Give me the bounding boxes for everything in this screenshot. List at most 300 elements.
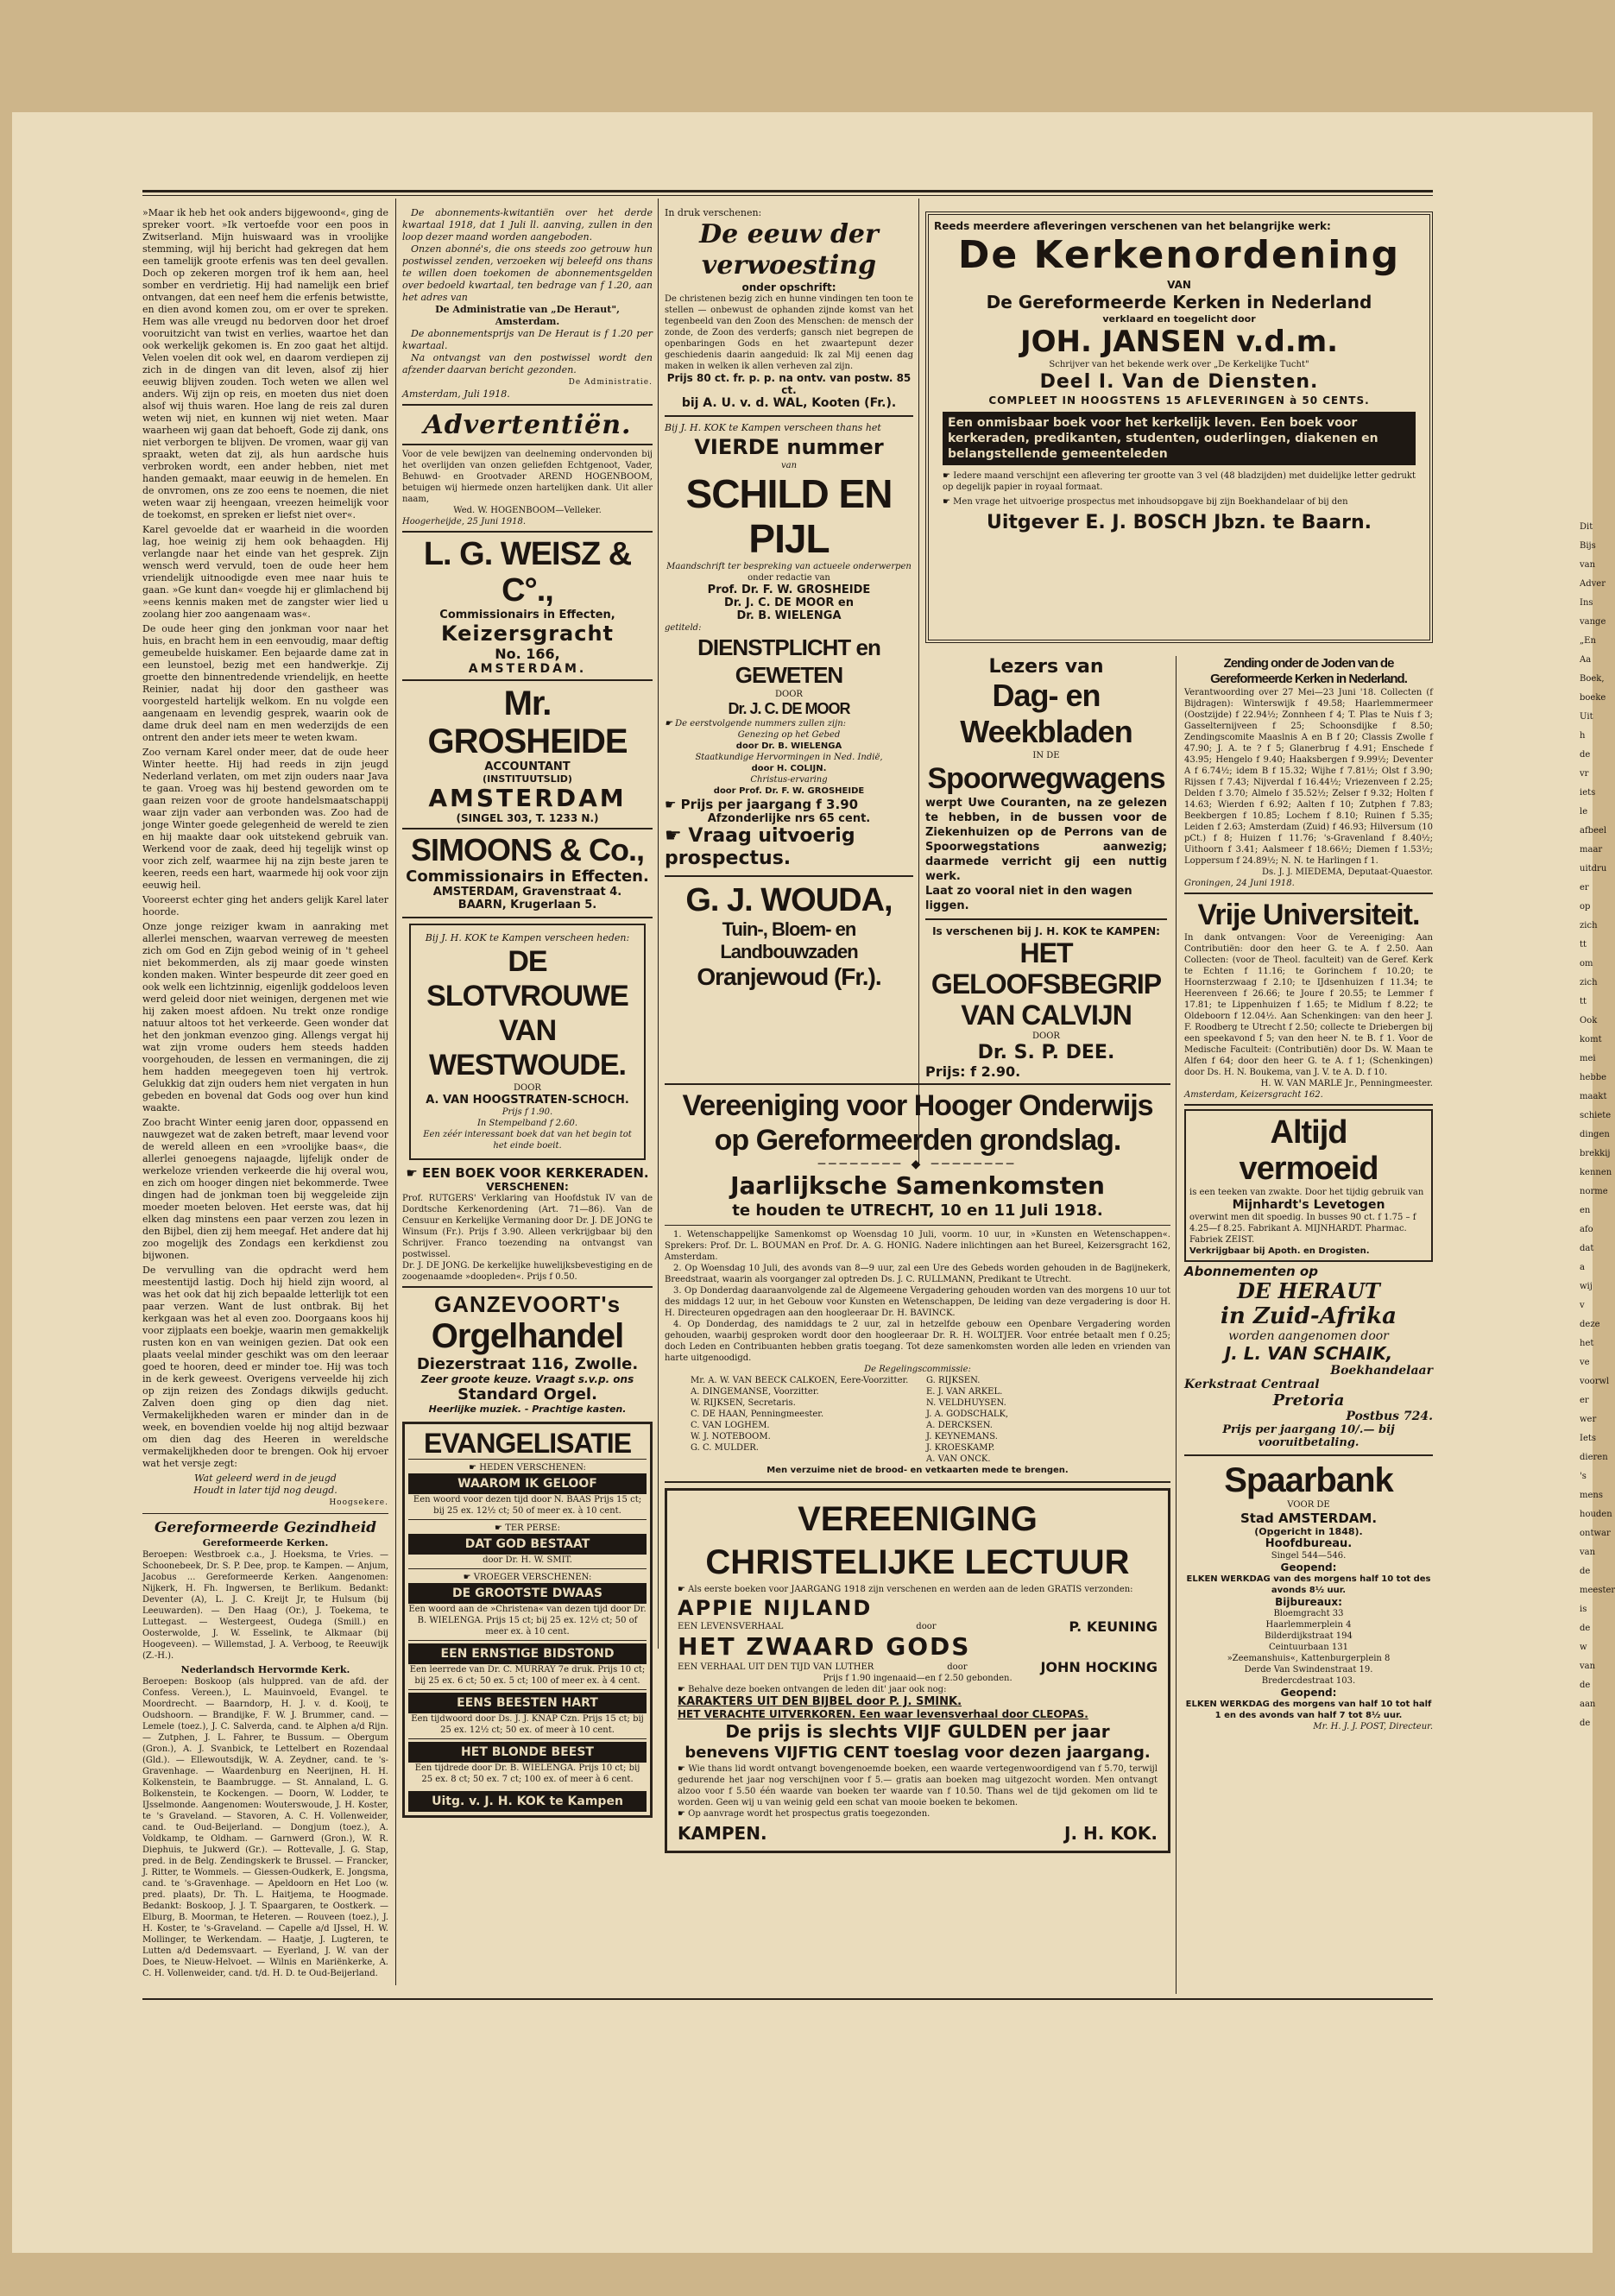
names-left <box>691 1375 909 1465</box>
wouda-place: Oranjewoud (Fr.). <box>697 963 881 990</box>
ko-title: De Kerkenordening <box>957 233 1401 277</box>
slotvrouwe-ad <box>409 924 646 1160</box>
vcl-benevens: benevens VIJFTIG CENT toeslag voor dezen jaargang. <box>684 1744 1151 1762</box>
simoons-address: BAARN, Krugerlaan 5. <box>457 899 597 911</box>
divider <box>1184 893 1433 894</box>
jaar-sub: te houden te UTRECHT, 10 en 11 Juli 1918. <box>732 1202 1103 1220</box>
ko-line: Schrijver van het bekende werk over „De Kerkelijke Tucht" <box>1049 360 1309 369</box>
subscription-notice: Na ontvangst van den postwissel wordt den afzender daarvan bericht gezonden. <box>402 352 653 375</box>
column-2 <box>402 207 653 1985</box>
edge-fragment: aan de <box>1580 1700 1596 1728</box>
wouda-name: G. J. WOUDA, <box>685 882 893 918</box>
vcl-intro: ☛ Als eerste boeken voor JAARGANG 1918 zijn verschenen en werden aan de leden GRATIS verzonden: <box>678 1584 1158 1595</box>
divider <box>402 1286 653 1288</box>
administration-name: De Administratie van „De Heraut", Amsterdam. <box>435 304 620 327</box>
top-rule <box>142 190 1433 192</box>
spaarbank-opgericht: (Opgericht in 1848). <box>1254 1526 1363 1537</box>
item-body: Een woord aan de »Christena« van dezen tijd door Dr. B. WIELENGA. Prijs 15 ct; bij 25 ex. 12½ ct; 50 of meer ex. à 10 cent. <box>408 1605 647 1637</box>
zwaard-sub: EEN VERHAAL UIT DEN TIJD VAN LUTHER <box>678 1662 874 1672</box>
spoor-body: werpt Uwe Couranten, na ze gelezen te hebben, in de bussen voor de Ziekenhuizen op de Perrons van de Spoorwegstations aanwezig; daarmede verricht gij een nuttig werk. <box>925 797 1167 883</box>
spoor-title: Spoorwegwagens <box>927 762 1165 795</box>
eeuw-body: De christenen bezig zich en hunne vindingen ten toon te stellen — onbewust de ophanden zijnde komst van het tegenbeeld van den Zoon des Menschen: de mensch der zonde, de Zoon des verderfs; gansch niet begrepen de openbaringen Gods en het zwaartepunt dezer geschiedenis daarin aangeduid: Ik zal Mij eenen dag maken in welken ik allen verheven zal zijn. <box>665 294 913 371</box>
book-title: VAN WESTWOUDE. <box>429 1014 626 1082</box>
poem-line: Wat geleerd werd in de jeugd <box>194 1473 337 1484</box>
thanks-place: Hoogerheijde, 25 Juni 1918. <box>402 517 526 527</box>
section-title: Gereformeerde Gezindheid <box>154 1519 377 1536</box>
vu-title: Vrije Universiteit. <box>1197 899 1420 931</box>
schild-single: Afzonderlijke nrs 65 cent. <box>707 812 871 825</box>
divider <box>402 404 653 406</box>
divider <box>1184 1104 1433 1106</box>
commission-member: W. J. NOTEBOOM. <box>691 1432 771 1441</box>
divider <box>402 531 653 533</box>
issue-author: door Dr. B. WIELENGA <box>735 741 842 751</box>
evangelisatie-list <box>408 1459 647 1788</box>
spaarbank-geopend2: Geopend: <box>1280 1687 1337 1699</box>
mijnhardt-body: is een teeken van zwakte. Door het tijdig gebruik van <box>1189 1188 1424 1197</box>
vcl-place: KAMPEN. <box>678 1823 767 1844</box>
dag-title: Dag- en Weekbladen <box>960 678 1132 749</box>
issue-author: door Prof. Dr. F. W. GROSHEIDE <box>713 786 865 796</box>
editor: Dr. J. C. DE MOOR en <box>724 596 854 609</box>
ko-publisher: Uitgever E. J. BOSCH Jbzn. te Baarn. <box>987 512 1372 533</box>
edge-fragment: Boek, <box>1580 674 1605 684</box>
spaarbank-voor: VOOR DE <box>1287 1500 1330 1510</box>
story-paragraph: De vervulling van die opdracht werd hem meestentijd lastig. Doch hij hield zijn woord, al was het ook dat hij zich bepaalde letterlijk tot een paar verzen. Want de lust ontbrak. Bij het kerkgaan was het al even zoo. Doorgaans koos hij voor zijplaats een boekje, waarin men gemakkelijk rusten kon en van weinigen gezien. Dat ook een plaats veelal minder geschikt was om den leeraar goed te hooren, deed er minder toe. Hij was toch in de kerk geweest. Overigens verveelde hij zich op zijn reizen des Zondags dikwijls geducht. Zalven doen ging op dien dag niet. Vermakelijkheden waren er minder dan in de week, en bovendien voelde hij nog altijd bezwaar om dien dag des Heeren in wereldsche vermakelijkheden door te brengen. Ook hij ervoer wat het versje zegt: <box>142 1265 388 1469</box>
ko-banner: Een onmisbaar boek voor het kerkelijk leven. Een boek voor kerkeraden, predikanten, studenten, ouderlingen, diakenen en belangstellende gemeenteleden <box>943 412 1416 465</box>
getiteld: getiteld: <box>665 623 702 633</box>
schild-title: SCHILD EN PIJL <box>685 471 893 561</box>
kerkeraden-title: ☛ EEN BOEK VOOR KERKERADEN. <box>402 1165 653 1181</box>
geloof-title: HET GELOOFSBEGRIP <box>931 937 1162 1000</box>
program-item: 2. Op Woensdag 10 Juli, des avonds van 8—9 uur, zal een Ure des Gebeds worden gehouden in de Bagijnekerk, Breedstraat, waarin als voorganger zal optreden Ds. J. C. RULLMANN, Predikant te Utrecht. <box>665 1264 1170 1284</box>
divider <box>665 1083 1170 1085</box>
subsection-title: Nederlandsch Hervormde Kerk. <box>180 1664 350 1675</box>
zuid-afrika: in Zuid-Afrika <box>1221 1303 1397 1329</box>
calvijn-title: VAN CALVIJN <box>961 1000 1132 1031</box>
divider <box>665 415 913 417</box>
worden: worden aangenomen door <box>1228 1329 1389 1343</box>
divider <box>402 444 653 445</box>
story-paragraph: Karel gevoelde dat er waarheid in die woorden lag, hoe weinig zij hem ook behaagden. Hij verlangde naar het einde van het gesprek. Zijn wensch werd vervuld, toen de oude heer hem vriendelijk uitnoodigde even mee naar huis te gaan. »Ge kunt dan« voegde hij er glimlachend bij »eens kennis maken met de zangster wier lied u zoolang hier zoo aangenaam was«. <box>142 524 388 620</box>
program-item: 3. Op Donderdag daaraanvolgende zal de Algemeene Vergadering gehouden worden van des morgens 10 uur tot des middags 12 uur, in het Gebouw voor Kunsten en Wetenschappen, De leiding van deze vergadering is door H. H. Directeuren opgedragen aan den hoogleeraar Dr. H. BAVINCK. <box>665 1286 1170 1318</box>
top-rule-thin <box>142 195 1433 196</box>
spaarbank-singel: Singel 544—546. <box>1271 1551 1347 1561</box>
vermoeid-title: vermoeid <box>1239 1151 1378 1187</box>
evangelisatie-item <box>408 1568 647 1640</box>
branch-address: Ceintuurbaan 131 <box>1269 1643 1348 1652</box>
evangelisatie-box <box>402 1422 653 1818</box>
bottom-rule <box>142 1998 1433 2000</box>
vu-address: Amsterdam, Keizersgracht 162. <box>1184 1090 1323 1100</box>
evangelisatie-item <box>408 1689 647 1738</box>
appie-title: APPIE NIJLAND <box>678 1596 873 1620</box>
item-title: WAAROM IK GELOOF <box>408 1473 647 1494</box>
editor: Prof. Dr. F. W. GROSHEIDE <box>707 583 871 596</box>
edge-fragment: zich tt <box>1580 978 1598 1006</box>
evangelisatie-title: EVANGELISATIE <box>423 1428 632 1459</box>
evangelisatie-item <box>408 1640 647 1689</box>
ganzevoort-line: Heerlijke muziek. - Prachtige kasten. <box>428 1403 627 1415</box>
weisz-number: No. 166, <box>495 646 560 662</box>
item-body: Een tijdrede door Dr. B. WIELENGA. Prijs 10 ct; bij 25 ex. 8 ct; 50 ex. 7 ct; 100 ex. of meer à 6 cent. <box>414 1763 640 1784</box>
issue-title: Christus-ervaring <box>750 775 828 785</box>
item-title: HET BLONDE BEEST <box>408 1742 647 1763</box>
dienst-author: Dr. J. C. DE MOOR <box>728 700 850 717</box>
edge-fragment: uitdru <box>1580 864 1607 874</box>
evangelisatie-item <box>408 1519 647 1568</box>
column-4b <box>1184 656 1433 1994</box>
kerkstraat: Kerkstraat Centraal <box>1184 1378 1320 1391</box>
branch-list <box>1184 1608 1433 1687</box>
commission-member: J. A. GODSCHALK, <box>926 1410 1009 1419</box>
spaarbank-director: Mr. H. J. J. POST, Directeur. <box>1313 1722 1433 1731</box>
schild-price: ☛ Prijs per jaargang f 3.90 <box>665 797 913 812</box>
edge-fragment: wij v <box>1580 1282 1593 1310</box>
grosheide-line: (INSTITUUTSLID) <box>483 773 572 785</box>
item-body: Een tijdwoord door Ds. J. J. KNAP Czn. Prijs 15 ct; bij 25 ex. 12½ ct; 50 ex. of meer à 10 cent. <box>411 1714 644 1735</box>
edge-fragment: dingen <box>1580 1130 1610 1139</box>
ko-bullet: ☛ Men vrage het uitvoerige prospectus met inhoudsopgave bij zijn Boekhandelaar of bij den <box>943 496 1416 508</box>
spaarbank-bijb: Bijbureaux: <box>1275 1596 1342 1608</box>
vcl-body: ☛ Wie thans lid wordt ontvangt bovengenoemde boeken, een waarde vertegenwoordigend van f 5.70, terwijl gedurende het jaar nog verschijnen voor f 5.— gratis aan boeken mag uitgezocht worden. Men ontvangt alzoo voor f 5.50 één waarde van boeken ter waarde van f 10.50. Thans wel de tijd gekomen om lid te worden. Geen wij u van weinig geld een schat van mooie boeken te bekomen. <box>678 1763 1158 1808</box>
commission-member: A. DERCKSEN. <box>926 1421 993 1430</box>
schild-sub: Maandschrift ter bespreking van actueele onderwerpen <box>666 562 912 571</box>
issue-title: Genezing op het Gebed <box>737 730 841 740</box>
in-print-label: In druk verschenen: <box>665 207 762 218</box>
vcl-price: Prijs f 1.90 ingenaaid—en f 2.50 gebonden. <box>823 1674 1013 1683</box>
zwaard-door: door <box>947 1662 968 1672</box>
item-tag: ☛ HEDEN VERSCHENEN: <box>408 1462 647 1473</box>
thanks-notice: Voor de vele bewijzen van deelneming ondervonden bij het overlijden van onzen geliefden Echtgenoot, Vader, Behuwd- en Grootvader AREND HOGENBOOM, betuigen wij hiermede onzen hartelijken dank. Uit aller naam, <box>402 450 653 504</box>
weisz-street: Keizersgracht <box>440 621 615 646</box>
ganzevoort-line: Zeer groote keuze. Vraagt s.v.p. ons <box>420 1373 634 1385</box>
mijnhardt-body: overwint men dit spoedig. In busses 90 ct. f 1.75 – f 4.25—f 8.25. Fabrikant A. MIJNHARDT. Pharmac. Fabriek ZEIST. <box>1189 1213 1416 1245</box>
vierde-title: VIERDE nummer <box>694 435 884 459</box>
item-title: EENS BEESTEN HART <box>408 1693 647 1713</box>
abonne-label: Abonnementen op <box>1184 1264 1318 1279</box>
ko-author: JOH. JANSEN v.d.m. <box>1019 325 1339 359</box>
column-rule-2 <box>658 199 659 1649</box>
kerkeraden-body: Dr. J. DE JONG. De kerkelijke huwelijksbevestiging en de zoogenaamde »doopleden«. Prijs f 0.50. <box>402 1261 653 1282</box>
ganzevoort-name: GANZEVOORT's <box>433 1291 621 1317</box>
zending-title: Zending onder de Joden van de Gereformeerde Kerken in Nederland. <box>1210 656 1407 686</box>
simoons-name: SIMOONS & Co., <box>410 832 644 867</box>
ko-van: VAN <box>1167 279 1191 291</box>
item-body: Een woord voor dezen tijd door N. BAAS Prijs 15 ct; bij 25 ex. 12½ ct; 50 of meer ex. à 10 cent. <box>413 1495 642 1516</box>
ganzevoort-address: Diezerstraat 116, Zwolle. <box>416 1355 639 1373</box>
edge-fragment: Ins <box>1580 598 1593 608</box>
ko-line: verklaard en toegelicht door <box>1102 313 1256 325</box>
vcl-publisher: J. H. KOK. <box>1064 1823 1158 1844</box>
subscription-notice: De abonnements-kwitantiën over het derde kwartaal 1918, dat 1 Juli ll. aanving, zullen in den loop dezer maand worden aangeboden. <box>402 207 653 243</box>
ko-subtitle: De Gereformeerde Kerken in Nederland <box>986 292 1372 312</box>
edge-fragment: vange <box>1580 617 1606 627</box>
commission-member: E. J. VAN ARKEL. <box>926 1387 1003 1397</box>
jaar-title: Jaarlijksche Samenkomsten <box>730 1171 1105 1200</box>
appie-door: door <box>916 1622 937 1631</box>
mijnhardt-footer: Verkrijgbaar bij Apoth. en Drogisten. <box>1189 1246 1370 1256</box>
poem-line: Houdt in later tijd nog deugd. <box>193 1485 338 1496</box>
column-3 <box>665 207 913 1070</box>
editor: Dr. B. WIELENGA <box>736 609 842 622</box>
names-right <box>926 1375 1145 1465</box>
boekhandelaar: Boekhandelaar <box>1330 1364 1433 1378</box>
pretoria: Pretoria <box>1272 1391 1345 1410</box>
appie-line <box>678 1618 1158 1635</box>
edge-fragment: deze <box>1580 1320 1600 1329</box>
commission-names <box>665 1375 1170 1465</box>
evangelisatie-item <box>408 1738 647 1788</box>
next-issues: ☛ De eerstvolgende nummers zullen zijn: <box>665 718 913 729</box>
commission-member: W. RIJKSEN, Secretaris. <box>691 1398 796 1408</box>
spaarbank-title: Spaarbank <box>1224 1461 1393 1499</box>
divider <box>665 1225 1170 1226</box>
zwaard-author: JOHN HOCKING <box>1040 1659 1158 1675</box>
commission-member: J. KROESKAMP. <box>926 1443 995 1453</box>
spaarbank-hours: ELKEN WERKDAG van des morgens half 10 tot des avonds 8½ uur. <box>1186 1574 1431 1595</box>
vcl-prijs-slechts: De prijs is slechts VIJF GULDEN per jaar <box>725 1721 1110 1742</box>
branch-address: Bloemgracht 33 <box>1273 1609 1344 1618</box>
grosheide-name: Mr. GROSHEIDE <box>427 684 628 760</box>
item-tag: ☛ VROEGER VERSCHENEN: <box>408 1572 647 1583</box>
edge-fragment: dieren <box>1580 1453 1608 1462</box>
grosheide-address: (SINGEL 303, T. 1233 N.) <box>456 812 599 824</box>
kok-intro: Is verschenen bij J. H. KOK te KAMPEN: <box>932 925 1160 937</box>
edge-fragment: om <box>1580 959 1593 968</box>
subscription-notice: De abonnementsprijs van De Heraut is f 1.20 per kwartaal. <box>402 328 653 351</box>
commission-label: De Regelingscommissie: <box>864 1365 971 1374</box>
book-author: A. VAN HOOGSTRATEN-SCHOCH. <box>426 1094 629 1107</box>
column-rule-1 <box>395 199 396 1985</box>
ad-door: DOOR <box>514 1083 541 1093</box>
spoor-footer: Laat zo vooral niet in den wagen liggen. <box>925 885 1132 912</box>
commission-member: A. DINGEMANSE, Voorzitter. <box>691 1387 819 1397</box>
commission-member: G. RIJKSEN. <box>926 1376 981 1385</box>
item-body: door Dr. H. W. SMIT. <box>483 1555 572 1565</box>
weisz-line: Commissionairs in Effecten, <box>439 609 615 621</box>
story-paragraph: De oude heer ging den jonkman voor naar het huis, en bracht hem in een eenvoudig, maar deftig gemeubelde huiskamer. Een bejaarde dame zat in een leunstoel, bezig met een handwerkje. Zij groette den binnentredende vriendelijk, en heette Reinier, nadat hij door den gastheer was voorgesteld hartelijk welkom. En nu volgde een aangenaam en levendig gesprek, waarin ook de dame druk deel nam en men wederzijds de een ontrent den ander iets meer te weten kwam. <box>142 623 388 743</box>
edge-fragment: en afo <box>1580 1206 1593 1234</box>
vcl-extra: ☛ Behalve deze boeken ontvangen de leden dit' jaar ook nog: <box>678 1684 1158 1695</box>
heraut-title: DE HERAUT <box>1237 1278 1380 1303</box>
edge-fragment: er wer <box>1580 1396 1597 1424</box>
divider <box>402 828 653 829</box>
edge-fragment: maakt <box>1580 1092 1607 1101</box>
eeuw-price: Prijs 80 ct. fr. p. p. na ontv. van postw. 85 ct. <box>666 372 912 396</box>
eeuw-sub: onder opschrift: <box>741 281 836 293</box>
edge-fragment: ontwar <box>1580 1529 1611 1538</box>
edge-fragment: maar <box>1580 845 1603 855</box>
edge-fragment: meester <box>1580 1586 1615 1595</box>
zending-body: Verantwoording over 27 Mei—23 Juni '18. Collecten (f Bijdragen): Winterswijk f 49.58; Haarlemmermeer (Oostzijde) f 22.94½; Zonnheen f 4; T. Plas te Nuis f 3; Gasselternijveen f 25; Schoonsdijke f 8.50; Zendingscomite Maaslnis A en B f 20; Classis Zwolle f 47.90; J. A. te ? f 5; Glanerbrug f 4.91; Enschede f 43.95; Hengelo f 9.40; Haaksbergen f 9.99½; Deventer A f 6.74½; idem B f 15.32; Wijhe f 7.81½; Olst f 3.90; Rijssen f 7.43; Nijverdal f 16.44½; Vriezenveen f 2.25; Delden f 3.70; Almelo f 35.52½; Zelser f 9.32; Holten f 14.63; Wierden f 6.92; Aalten f 10; Zutphen f 7.83; Beekbergen f 10.85; Lochem f 8.10; Ruinen f 5.35; Leiden f 2.63; Amsterdam (Zuid) f 46.93; Hilversum (10 pCt.) f 8; Huizen f 11.76; 's-Gravenland f 8.40½; Uithoorn f 3.41; Aalsmeer f 18.66½; Diemen f 1.53½; Loppersum f 24.89½; N. N. te Harlingen f 1. <box>1184 688 1433 866</box>
edge-fragment: voorwl <box>1580 1377 1610 1386</box>
edge-fragment: het ve <box>1580 1339 1594 1367</box>
divider <box>925 918 1167 920</box>
edge-fragment: 's mens <box>1580 1472 1603 1500</box>
item-title: DE GROOTSTE DWAAS <box>408 1583 647 1604</box>
verachte: HET VERACHTE UITVERKOREN. Een waar levensverhaal door CLEOPAS. <box>678 1708 1088 1720</box>
edge-fragment: is de w <box>1580 1605 1591 1652</box>
vhog-title: Vereeniging voor Hooger Onderwijs <box>682 1089 1153 1122</box>
divider <box>402 679 653 681</box>
edge-fragment: komt <box>1580 1035 1602 1044</box>
story-paragraph: Vooreerst echter ging het anders gelijk Karel later hoorde. <box>142 894 388 918</box>
story-paragraph: »Maar ik heb het ook anders bijgewoond«, ging de spreker voort. »Ik vertoefde voor een poos in Zwitserland. Mijn huiswaard was in vroolijke stemming, wijl hij bericht had gekregen dat hem een tamelijk groote erfenis was ten deel gevallen. Doch op zekeren morgen trof ik hem aan, heel somber en verdrietig. Hij had namelijk een brief ontvangen, dat een neef hem die erfenis betwistte, en dien avond komen zou, om er over te spreken. Hem was alle vreugd nu bedorven door het droef vooruitzicht van twist en verlies, waartoe het dan ook werkelijk gekomen is. En zoo gaat het altijd. Velen voelen dit ook wel, en daarom verdiepen zij zich in de dingen van dit leven, alsof zij hier eeuwig blijven zouden. Toch weten we allen wel anders. Wij zijn op reis, en moeten dus niet doen alsof wij thuis waren. Hoe lang de reis zal duren weten wij niet, en kunnen wij niet weten. Maar waarheen wij gaan dat behoeft, Gode zij dank, ons niet verborgen te blijven. De vromen, waar gij van spraakt, weten dat zij, als hun aardsche huis verbroken wordt, een ander hebben, niet met handen gemaakt, maar eeuwig in de hemelen. En de onvromen, ons ze zoo eens te noemen, die niet weten waar zij heengaan, vreezen heimelijk voor de toekomst, en spreken er liefst niet over«. <box>142 207 388 520</box>
thanks-signature: Wed. W. HOGENBOOM—Velleker. <box>453 506 602 515</box>
schaik-name: J. L. VAN SCHAIK, <box>1224 1343 1393 1364</box>
edge-fragment: van <box>1580 560 1596 570</box>
divider <box>665 875 913 877</box>
vierde-intro: Bij J. H. KOK te Kampen verscheen thans het <box>665 422 881 433</box>
edge-fragment: Iets <box>1580 1434 1597 1443</box>
edge-fragment: mei <box>1580 1054 1596 1063</box>
zwaard-line <box>678 1659 1158 1675</box>
geloof-price: Prijs: f 2.90. <box>925 1063 1021 1080</box>
simoons-address: AMSTERDAM, Gravenstraat 4. <box>432 886 622 899</box>
bottom-center <box>665 1083 1170 1990</box>
ornament: ──────── ◆ ──────── <box>817 1157 1018 1171</box>
item-body: Een leerrede van Dr. C. MURRAY 7e druk. Prijs 10 ct; bij 25 ex. 6 ct; 50 ex. 5 ct; 100 of meer ex. à 4 cent. <box>409 1665 646 1686</box>
divider <box>665 1481 1170 1483</box>
kerkeraden-body: Prof. RUTGERS' Verklaring van Hoofdstuk IV van de Dordtsche Kerkenordening (Art. 71—86). Van de Censuur en Kerkelijke Vermaning door Dr. J. DE JONG te Winsum (Fr.). Prijs f 3.90. Alleen verkrijgbaar bij den Schrijver. Franco toezending na ontvangst van postwissel. <box>402 1194 653 1259</box>
notice-date: Amsterdam, Juli 1918. <box>402 388 510 400</box>
branch-address: Derde Van Swindenstraat 19. <box>1244 1665 1373 1675</box>
evangelisatie-footer: Uitg. v. J. H. KOK te Kampen <box>408 1791 647 1812</box>
ganzevoort-title: Orgelhandel <box>431 1317 624 1355</box>
edge-fragment: Uit h <box>1580 712 1593 741</box>
edge-fragment: Adver <box>1580 579 1606 589</box>
ko-compleet: COMPLEET IN HOOGSTENS 15 AFLEVERINGEN à 50 CENTS. <box>988 394 1370 407</box>
church-news: Beroepen: Westbroek c.a., J. Hoeksma, te Vries. — Schoonebeek, Dr. S. P. Dee, prop. te Kampen. — Anjum, Jacobus ... Gereformeerde Kerken. Aangenomen: Nijkerk, H. Fh. Ingwersen, te Berlikum. Bedankt: Deventer (A), L. J. C. Kreijt Jr, te Hulsum (bij Leeuwarden). — Den Haag (Or.), J. Toekema, te Luttegast. — Westergeest, Oudega (Smill.) en Oosterwolde, J. W. Esselink, te Alkmaar (bij Hoogeveen). — Willemstad, J. A. Verboog, te Reeuwijk (Z.-H.). <box>142 1550 388 1661</box>
divider <box>402 917 653 918</box>
ko-intro: Reeds meerdere afleveringen verschenen van het belangrijke werk: <box>934 220 1331 232</box>
edge-fragment: houden <box>1580 1510 1612 1519</box>
column-rule-4 <box>1176 656 1177 1994</box>
spaarbank-geopend: Geopend: <box>1280 1561 1337 1574</box>
mijnhardt-product: Mijnhardt's Levetogen <box>1232 1198 1385 1212</box>
lezers-title: Lezers van <box>988 656 1104 678</box>
dienst-door: DOOR <box>775 690 803 699</box>
edge-fragment: dat a <box>1580 1244 1594 1272</box>
vhog-title: op Gereformeerden grondslag. <box>714 1124 1121 1157</box>
spaarbank-hours2: ELKEN WERKDAG des morgens van half 10 tot half 1 en des avonds van half 7 tot 8½ uur. <box>1185 1700 1432 1720</box>
commission-member: Mr. A. W. VAN BEECK CALKOEN, Eere-Voorzitter. <box>691 1376 909 1385</box>
branch-address: Bilderdijkstraat 194 <box>1265 1631 1353 1641</box>
branch-address: Haarlemmerplein 4 <box>1265 1620 1352 1630</box>
commission-member: A. VAN ONCK. <box>926 1454 991 1464</box>
issue-author: door H. COLIJN. <box>751 764 827 773</box>
kerkeraden-sub: VERSCHENEN: <box>486 1181 569 1193</box>
story-paragraph: Zoo bracht Winter eenig jaren door, oppassend en nauwgezet wat de zaken betreft, maar levend voor de wereld alleen en een »vroolijke baas«, die allerlei genoegens najaagde, lijfelijk onder de werkeloze vrienden verkeerde die hij overal wou, en zich om hooger dingen niet bekommerde. Twee dingen had de jonkman toen bij weggeleide zijn moeder moeten beloven. Het eerste was, dat hij elken dag minstens een paar verzen zou lezen in den Bijbel, dien zij hem meegaf. Het andere dat hij zoo mogelijk des Zondags een kerkdienst zou bijwonen. <box>142 1117 388 1261</box>
adjacent-page-edge <box>1580 518 1615 1733</box>
program-item: 1. Wetenschappelijke Samenkomst op Woensdag 10 Juli, voorm. 10 uur, in »Kunsten en Wetenschappen«. Sprekers: Prof. Dr. L. BOUMAN en Prof. Dr. A. G. HONIG. Nadere inlichtingen aan het Bureel, Keizersgracht 162, Amsterdam. <box>665 1230 1170 1262</box>
grosheide-line: ACCOUNTANT <box>484 760 571 773</box>
vcl-ad <box>665 1488 1170 1853</box>
issue-title: Staatkundige Hervormingen in Ned. Indië, <box>695 753 883 762</box>
edge-fragment: Bijs <box>1580 541 1596 551</box>
edge-fragment: iets le <box>1580 788 1596 817</box>
book-price: Prijs f 1.90. <box>502 1107 553 1117</box>
weisz-name: L. G. WEISZ & C°., <box>423 536 632 609</box>
branch-address: Bredercdestraat 103. <box>1261 1676 1356 1686</box>
book-price: In Stempelband f 2.60. <box>476 1119 578 1128</box>
zending-signature: Ds. J. J. MIEDEMA, Deputaat-Quaestor. <box>1262 867 1433 877</box>
commission-member: J. KEYNEMANS. <box>926 1432 998 1441</box>
edge-fragment: Ook <box>1580 1016 1598 1025</box>
zwaard-title: HET ZWAARD GODS <box>678 1632 971 1661</box>
administration-signature: De Administratie. <box>568 378 653 387</box>
karakters: KARAKTERS UIT DEN BIJBEL door P. J. SMINK. <box>678 1695 962 1708</box>
kerkenordening-ad <box>925 211 1433 643</box>
edge-fragment: brekkij <box>1580 1149 1611 1158</box>
edge-fragment: zich tt <box>1580 921 1598 949</box>
spaarbank-hoofd: Hoofdbureau. <box>1265 1537 1353 1550</box>
item-tag: ☛ TER PERSE: <box>408 1523 647 1534</box>
edge-fragment: Dit <box>1580 522 1593 532</box>
column-4a <box>925 656 1167 1088</box>
edge-fragment: van de <box>1580 1662 1596 1690</box>
ganzevoort-line: Standard Orgel. <box>457 1385 597 1403</box>
vu-body: In dank ontvangen: Voor de Vereeniging: Aan Contributiën: door den heer G. te A. f 2.50. Aan Collecten: (voor de Theol. faculteit) van de Geref. Kerk te Echten f 11.16; te Gorinchem f 10.20; te Hoornsterzwaag f 2.10; te IJdsenhuizen f 11.34; te Heerenveen f 26.66; te Joure f 20.55; te Lemmer f 17.81; te Lippenhuizen f 1.65; te Midlum f 8.22; te Oldeboorn f 12.04½. Aan Schenkingen: van den heer J. F. Roodberg te Utrecht f 2.50; collecte te Driebergen bij een speekavond f 5; van den heer N. te B. f 1. Voor de Medische Faculteit: (Contributiën) door Ds. W. Maan te Alfen f 64; door den heer G. te A. f 1; (Schenkingen) door Ds. H. N. Boukema, van J. V. te A. D. f 10. <box>1184 933 1433 1077</box>
commission-member: C. VAN LOGHEM. <box>691 1421 770 1430</box>
wouda-line: Tuin-, Bloem- en Landbouwzaden <box>720 918 858 962</box>
column-1 <box>142 207 388 1985</box>
altijd-title: Altijd <box>1270 1114 1347 1151</box>
weisz-city: AMSTERDAM. <box>468 662 587 676</box>
advertisements-heading: Advertentiën. <box>423 410 632 440</box>
eeuw-address: bij A. U. v. d. WAL, Kooten (Fr.). <box>681 396 897 410</box>
subscription-notice: Onzen abonné's, die ons steeds zoo getrouw hun postwissel zenden, verzoeken wij beleefd ons thans te willen doen toekomen de abonnementsgelden over bedoeld kwartaal, ten bedrage van f 1.20, aan het adres van <box>402 243 653 303</box>
evangelisatie-item <box>408 1459 647 1519</box>
geloof-author: Dr. S. P. DEE. <box>977 1042 1115 1063</box>
edge-fragment: „En <box>1580 636 1596 646</box>
zending-date: Groningen, 24 Juni 1918. <box>1184 879 1295 888</box>
book-title: DE SLOTVROUWE <box>426 945 628 1012</box>
vcl-title: VEREENIGING CHRISTELIJKE LECTUUR <box>705 1500 1130 1581</box>
edge-fragment: norme <box>1580 1187 1608 1196</box>
story-paragraph: Onze jonge reiziger kwam in aanraking met allerlei menschen, waarvan verreweg de meesten zich om God en Zijn gebod weinig of in 't geheel niet bekommerden, als zij maar goede winsten konden maken. Winter bespeurde dit zeer goed en ook welk een lichtzinnig, eigenlijk goddeloos leven werd geleid door niet weinigen, dergenen met wie hij zaken moest afdoen. Nu trekt onze rondige natuur altoos tot het verkeerde. Geen wonder dat het den jonkman evenzoo ging. Allengs vergat hij wat zijn vrome ouders hem steeds hadden voorgehouden, de lessen en vermaningen, die zij hem hadden meegegeven toen hij vertrok. Gelukkig dat zijn ouders hem niet vergaten in hun gebeden en bovenal dat Gods oog over hun kind waakte. <box>142 921 388 1113</box>
edge-fragment: kennen <box>1580 1168 1612 1177</box>
schild-red: onder redactie van <box>748 573 830 583</box>
vu-signature: H. W. VAN MARLE Jr., Penningmeester. <box>1260 1079 1433 1088</box>
edge-fragment: schiete <box>1580 1111 1612 1120</box>
brood-note: Men verzuime niet de brood- en vetkaarten mede te brengen. <box>766 1466 1069 1475</box>
prijs-jaargang: Prijs per jaargang 10/.— bij vooruitbetaling. <box>1222 1423 1395 1449</box>
item-title: DAT GOD BESTAAT <box>408 1534 647 1555</box>
dienst-title: DIENSTPLICHT en GEWETEN <box>697 634 880 688</box>
program-item: 4. Op Donderdag, des namiddags te 2 uur, zal in hetzelfde gebouw een Openbare Vergadering worden gehouden, waarbij gesproken wordt door den hoogleeraar Dr. R. H. WOLTJER. Voor entrée betaalt men f 0.25; doch Leden en Contribuanten hebben gratis toegang. Tot deze samenkomsten worden alle leden en vrienden van harte uitgenoodigd. <box>665 1320 1170 1363</box>
ko-bullet: ☛ Iedere maand verschijnt een aflevering ter grootte van 3 vel (48 bladzijden) met duidelijke letter gedrukt op degelijk papier in royaal formaat. <box>943 470 1416 493</box>
postbus: Postbus 724. <box>1346 1410 1433 1423</box>
ad-intro: Bij J. H. KOK te Kampen verscheen heden: <box>425 932 630 943</box>
item-title: EEN ERNSTIGE BIDSTOND <box>408 1643 647 1664</box>
simoons-line: Commissionairs in Effecten. <box>406 867 649 886</box>
eeuw-title: De eeuw der verwoesting <box>699 219 879 281</box>
divider <box>1184 1454 1433 1456</box>
vcl-prospectus: ☛ Op aanvrage wordt het prospectus gratis toegezonden. <box>678 1808 1158 1820</box>
story-signature: Hoogsekere. <box>329 1498 388 1507</box>
schild-prospectus: ☛ Vraag uitvoerig prospectus. <box>665 825 913 870</box>
appie-sub: EEN LEVENSVERHAAL <box>678 1622 784 1631</box>
edge-fragment: hebbe <box>1580 1073 1607 1082</box>
subsection-title: Gereformeerde Kerken. <box>202 1537 329 1549</box>
edge-fragment: de vr <box>1580 750 1591 779</box>
edge-fragment: boeke <box>1580 693 1606 703</box>
book-note: Een zéér interessant boek dat van het begin tot het einde boeit. <box>423 1130 632 1151</box>
story-paragraph: Zoo vernam Karel onder meer, dat de oude heer Winter heette. Hij had reeds in zijn jeugd Nederland verlaten, om met zijn ouders naar Java te gaan. Vroeg was hij bestend geworden om te gaan reizen voor de groote handelsmaatschappij waar zijn vader aan verbonden was. Zoo had de jonge Winter goede gelegenheid de wereld te zien en hij maakte daar ook uitstekend gebruik van. Werkend voor de zaak, deed hij tegelijk winst op voor zich zelf, waarmee hij na zijn beste jaren te keeren, reeds een hart, waarmede hij ook voor zijn eeuwig heil. <box>142 747 388 891</box>
branch-address: »Zeemanshuis«, Kattenburgerplein 8 <box>1227 1654 1391 1663</box>
